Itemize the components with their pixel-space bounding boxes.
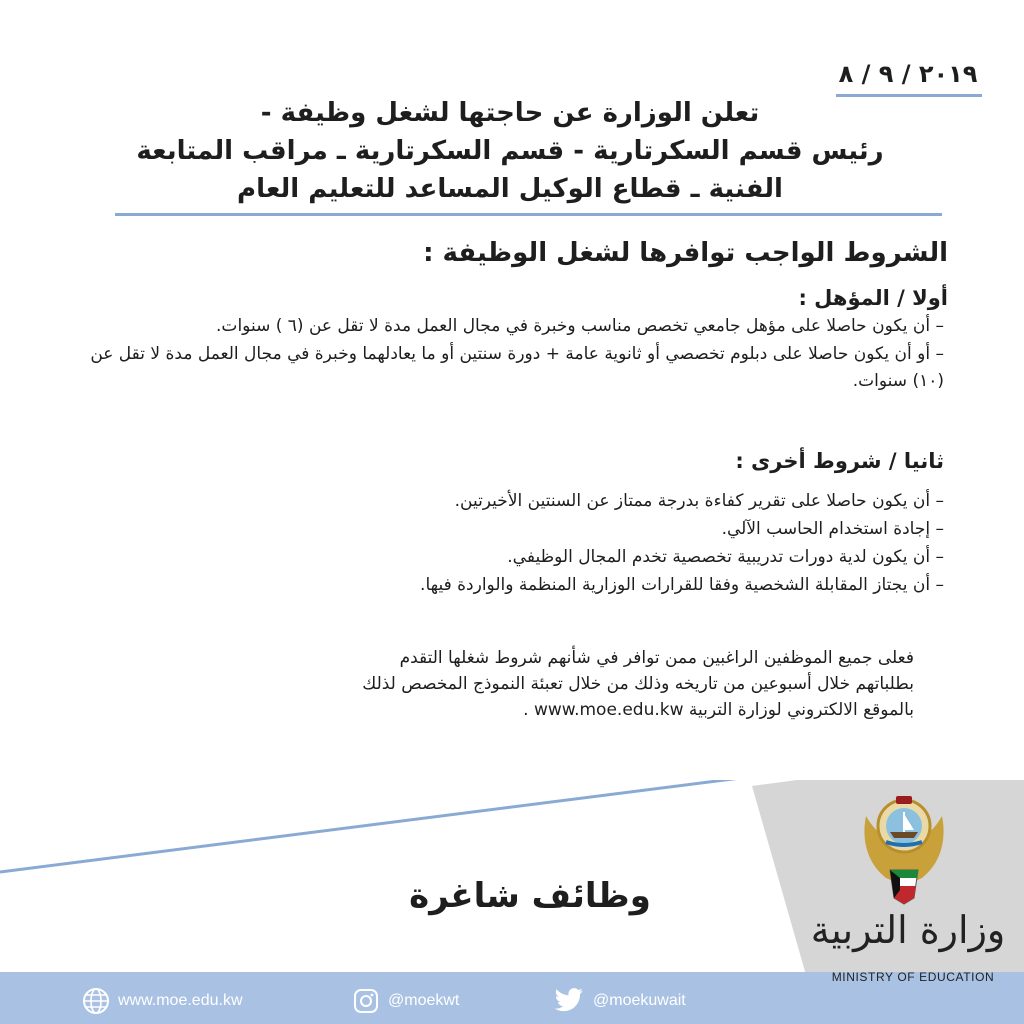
list-item: – أو أن يكون حاصلا على دبلوم تخصصي أو ثانوية عامة + دورة سنتين أو ما يعادلهما وخبرة في مجال العمل مدة لا تقل عن (١٠) سنوات. — [90, 344, 944, 391]
conditions-title: الشروط الواجب توافرها لشغل الوظيفة : — [423, 238, 948, 268]
headline-line-2: رئيس قسم السكرتارية - قسم السكرتارية ـ مراقب المتابعة — [136, 136, 884, 166]
second-section-heading: ثانيا / شروط أخرى : — [735, 449, 944, 473]
footer-twitter[interactable] — [555, 985, 686, 1017]
footer-website[interactable] — [82, 985, 243, 1017]
headline-line-1: تعلن الوزارة عن حاجتها لشغل وظيفة - — [260, 98, 760, 128]
footer-website-text: www.moe.edu.kw — [118, 992, 243, 1009]
list-item: – أن يكون حاصلا على تقرير كفاءة بدرجة ممتاز عن السنتين الأخيرتين. — [454, 491, 944, 511]
closing-line-3: بالموقع الالكتروني لوزارة التربية www.moe.edu.kw . — [523, 700, 914, 720]
second-section-list — [84, 488, 944, 600]
closing-paragraph — [214, 645, 914, 723]
globe-icon — [82, 987, 110, 1015]
closing-line-2: بطلباتهم خلال أسبوعين من تاريخه وذلك من خلال تعبئة النموذج المخصص لذلك — [362, 674, 914, 694]
kuwait-emblem-icon — [856, 786, 952, 906]
twitter-icon — [555, 988, 585, 1014]
footer-twitter-text: @moekuwait — [593, 992, 686, 1009]
ministry-name-english: MINISTRY OF EDUCATION — [831, 970, 995, 984]
headline-line-3: الفنية ـ قطاع الوكيل المساعد للتعليم العام — [237, 174, 783, 204]
instagram-icon — [352, 987, 380, 1015]
date: ٢٠١٩ / ٩ / ٨ — [838, 60, 978, 88]
first-section-list — [64, 313, 944, 396]
list-item: – أن يجتاز المقابلة الشخصية وفقا للقرارات الوزارية المنظمة والواردة فيها. — [420, 575, 944, 595]
footer-instagram-text: @moekwt — [388, 992, 460, 1009]
ministry-name-arabic: وزارة التربية — [810, 908, 1006, 952]
vacancies-title: وظائف شاغرة — [409, 876, 651, 916]
list-item: – أن يكون لدية دورات تدريبية تخصصية تخدم المجال الوظيفي. — [507, 547, 944, 567]
list-item: – إجادة استخدام الحاسب الآلي. — [721, 519, 944, 539]
headline — [110, 94, 910, 208]
first-section-heading: أولا / المؤهل : — [798, 286, 948, 310]
footer-instagram[interactable] — [352, 985, 459, 1017]
list-item: – أن يكون حاصلا على مؤهل جامعي تخصص مناسب وخبرة في مجال العمل مدة لا تقل عن (٦ ) سنوات. — [216, 316, 944, 336]
headline-divider — [115, 213, 942, 216]
closing-line-1: فعلى جميع الموظفين الراغبين ممن توافر في شأنهم شروط شغلها التقدم — [399, 648, 914, 668]
